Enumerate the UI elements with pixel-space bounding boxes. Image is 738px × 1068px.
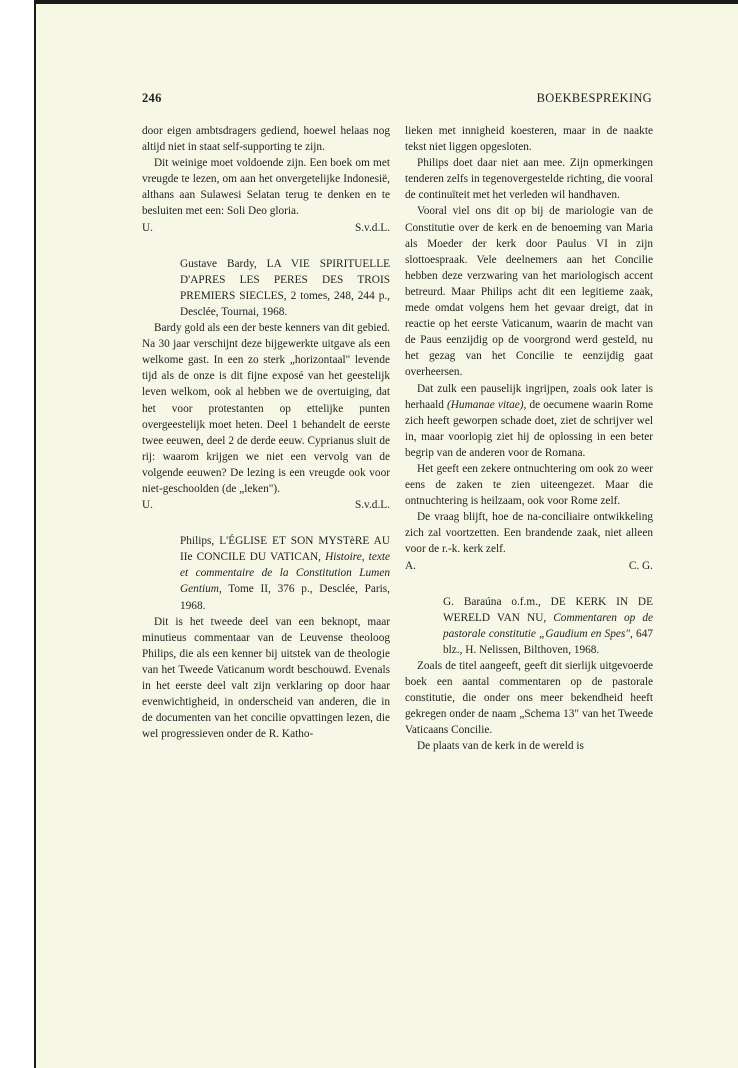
signature-initials: S.v.d.L. <box>354 221 390 234</box>
paragraph <box>405 381 653 461</box>
paragraph: door eigen ambtsdragers gediend, hoewel helaas nog altijd niet in staat self-supporting te zijn. <box>142 125 390 154</box>
biblio-italic: Commentaren op de pastorale constitutie „Gaudium en Spes", <box>443 611 653 640</box>
biblio-plain: Philips, L'ÉGLISE ET SON MYSTèRE AU IIe CONCILE DU VATICAN, <box>180 535 390 564</box>
biblio-tail: 647 blz., H. Nelissen, Bilthoven, 1968. <box>443 627 653 656</box>
paragraph: De plaats van de kerk in de wereld is <box>417 740 584 753</box>
biblio-italic: Histoire, texte et commentaire de la Constitution Lumen Gentium, <box>180 551 391 596</box>
text-span: Dat zulk een pauselijk ingrijpen, zoals ook later is herhaald <box>405 382 653 411</box>
text-span: de oecumene waarin Rome zich heeft geworpen schade doet, ziet de schrijver wel in, maar voorlopig ziet hij de oplossing in een beter begrip van de anderen voor de Romana. <box>405 398 653 459</box>
paragraph: lieken met innigheid koesteren, maar in de naakte tekst niet liggen opgesloten. <box>405 125 653 154</box>
review-bibliography: Gustave Bardy, LA VIE SPIRITUELLE D'APRES LES PERES DES TROIS PREMIERS SIECLES, 2 tomes, 248, 244 p., Desclée, Tournai, 1968. <box>180 257 390 318</box>
running-head: BOEKBESPREKING <box>536 91 652 105</box>
paragraph: Bardy gold als een der beste kenners van dit gebied. Na 30 jaar verschijnt deze bijgewerkte uitgave als een welkome gast. In een zo sterk „horizontaal" levende tijd als de onze is dit fijne exposé van het geestelijk leven welkom, ook al hebben we de overtuiging, dat het voor protestanten op ettelijke punten overgeestelijk moet heten. Deel 1 behandelt de eerste twee eeuwen, deel 2 de derde eeuw. Cyprianus sluit de rij: waarom krijgen we niet een vervolg van de volgende eeuwen? De lezing is een vreugde ook voor niet-geschoolden (de „leken"). <box>142 322 390 495</box>
paragraph: Dit is het tweede deel van een beknopt, maar minutieus commentaar van de Leuvense theoloog Philips, die als een kenner bij uitstek van de theologie van het Tweede Vaticanum wordt beschouwd. Evenals in het eerste deel valt zijn verklaring op door haar evenwichtigheid, in onderscheid van anderen, die in de documenten van het concilie opvattingen lezen, die wel progressieven onder de R. Katho- <box>142 615 390 741</box>
review-bibliography <box>142 533 390 613</box>
signature-place: U. <box>142 499 153 512</box>
page-number: 246 <box>142 91 162 105</box>
paragraph: Zoals de titel aangeeft, geeft dit sierlijk uitgevoerde boek een aantal commentaren op de pastorale constitutie, die onder ons meer bekendheid heeft gekregen onder de naam „Schema 13" van het Tweede Vaticaans Concilie. <box>405 660 653 737</box>
paragraph: Vooral viel ons dit op bij de mariologie van de Constitutie over de kerk en de benoeming van Maria als Moeder der kerk door Paulus VI in zijn slottoespraak. Vele deelnemers aan het Concilie hebben deze verzwaring van het mariologisch accent betreurd. Maar Philips acht dit een legitieme zaak, mede omdat volgens hem het gevaar dreigt, dat in reactie op het eerste Vaticanum, waarin de macht van de Paus eenzijdig op de voorgrond werd gesteld, nu het gezag van het Concilie te eenzijdig gaat overheersen. <box>405 205 653 379</box>
left-column <box>142 123 390 742</box>
review-signature <box>405 558 653 574</box>
signature-place: A. <box>405 559 416 572</box>
signature-initials: C. G. <box>628 559 653 572</box>
paragraph: Het geeft een zekere ontnuchtering om ook zo weer eens de zaken te zien uiteengezet. Maar die ontnuchtering is heilzaam, ook voor Rome zelf. <box>405 462 653 508</box>
page-header <box>142 91 652 107</box>
review-bibliography <box>405 594 653 658</box>
paragraph: Dit weinige moet voldoende zijn. Een boek om met vreugde te lezen, om aan het onvergetelijke Indonesië, althans aan Sulawesi Selatan terug te denken en te besluiten met een: Soli Deo gloria. <box>142 157 390 218</box>
biblio-tail: Tome II, 376 p., Desclée, Paris, 1968. <box>180 583 390 612</box>
paragraph: De vraag blijft, hoe de na-conciliaire ontwikkeling zich zal voortzetten. Een brandende zaak, niet alleen voor de r.-k. kerk zelf. <box>405 511 653 556</box>
paragraph: Philips doet daar niet aan mee. Zijn opmerkingen tenderen zelfs in tegenovergestelde richting, die vooral de continuïteit met het verleden wil handhaven. <box>405 157 653 202</box>
right-column <box>405 123 653 755</box>
signature-place: U. <box>142 221 153 234</box>
biblio-plain: G. Baraúna o.f.m., DE KERK IN DE WERELD VAN NU, <box>443 595 653 624</box>
review-signature <box>142 220 390 236</box>
italic-title: (Humanae vitae), <box>447 398 527 411</box>
review-signature <box>142 497 390 513</box>
signature-initials: S.v.d.L. <box>354 499 390 512</box>
